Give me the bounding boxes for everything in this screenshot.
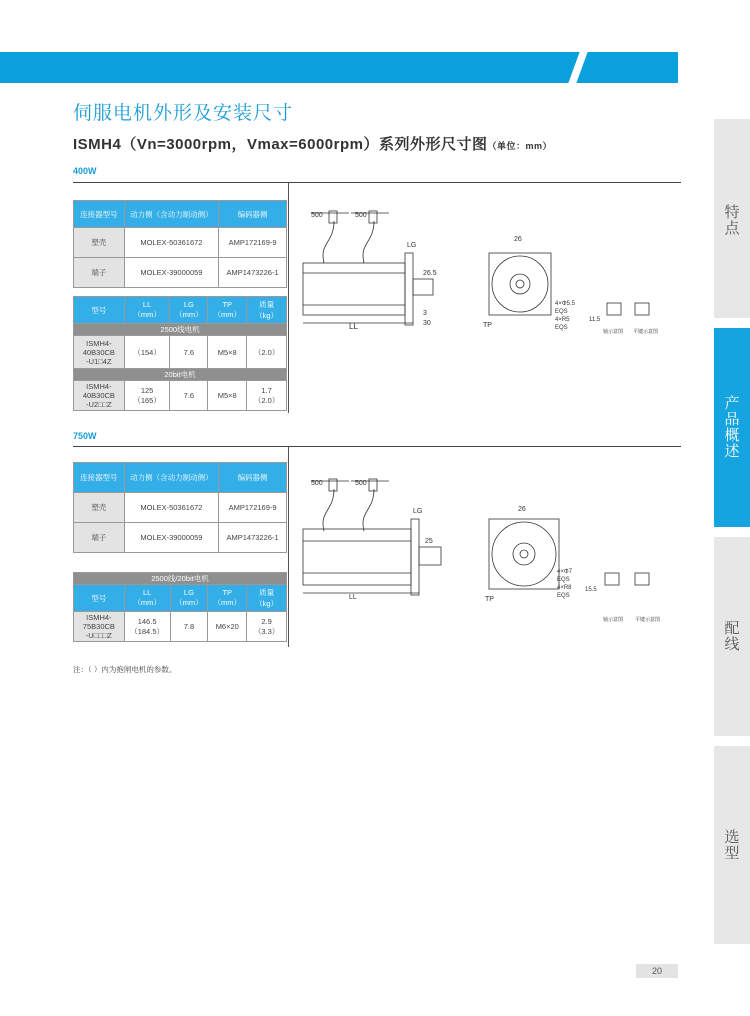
dim-ll: LL <box>349 594 357 601</box>
side-tab-features[interactable] <box>714 119 750 318</box>
page-subtitle <box>73 133 552 154</box>
footnote: 注：（ ）内为抱闸电机的参数。 <box>73 665 177 674</box>
dim-ll: LL <box>349 322 358 331</box>
banner-stripe <box>568 52 587 83</box>
tp-unit: （mm） <box>213 598 242 607</box>
front-pilot <box>492 256 548 312</box>
section-label-400w: 400W <box>73 166 97 176</box>
front-pilot <box>492 522 556 586</box>
model-line: ISMH4- <box>86 613 112 622</box>
ll-label: LL <box>142 588 152 597</box>
spec-header-model: 型号 <box>74 297 125 324</box>
dim-25: 25 <box>425 538 433 545</box>
page-title: 伺服电机外形及安装尺寸 <box>73 103 294 124</box>
key-detail <box>635 573 649 585</box>
model-line: ISMH4- <box>86 338 112 348</box>
page-number: 20 <box>636 964 678 978</box>
view-label-shaft: 轴示意图 <box>603 617 624 623</box>
spec-header-ll <box>124 585 170 612</box>
side-tab-wiring[interactable] <box>714 537 750 736</box>
spec-header-mass <box>247 585 287 612</box>
lg-value: 7.8 <box>170 612 208 642</box>
conn-header-encoder: 编码器侧 <box>219 201 287 228</box>
lg-unit: （mm） <box>175 310 203 319</box>
model-cell <box>74 612 125 642</box>
front-shaft <box>513 543 535 565</box>
side-tab-label: 配线 <box>724 620 740 653</box>
motor-drawing-400w <box>289 183 682 413</box>
mass-value: （2.0） <box>247 336 287 369</box>
tp-label: TP <box>222 300 233 309</box>
spec-table-400w <box>73 296 287 411</box>
tp-value: M6×20 <box>208 612 247 642</box>
ll-unit: （mm） <box>133 310 161 319</box>
encoder-cable <box>363 221 374 263</box>
mass-unit: （kg） <box>255 599 279 608</box>
tp-label-drawing: TP <box>485 596 494 603</box>
conn-row-terminal-label: 端子 <box>74 523 125 553</box>
shaft <box>419 547 441 565</box>
view-label-key: 平键示意图 <box>635 617 661 623</box>
model-line: -U1□4Z <box>86 356 112 366</box>
lg-unit: （mm） <box>175 598 203 607</box>
dim-26: 26 <box>514 236 522 243</box>
conn-row-housing-encoder: AMP172169-9 <box>219 228 287 258</box>
conn-row-housing-label: 塑壳 <box>74 493 125 523</box>
side-tab-label: 选型 <box>724 829 740 862</box>
motor-drawing-750w <box>289 447 682 647</box>
model-cell <box>74 336 125 369</box>
mass-value-line: 2.9 <box>261 616 272 626</box>
front-flange <box>489 253 551 315</box>
section-label-750w: 750W <box>73 431 97 441</box>
holes-note: EQS <box>557 577 570 583</box>
mass-value <box>247 612 287 642</box>
dim-lg: LG <box>413 508 423 515</box>
model-cell <box>74 381 125 411</box>
spec-header-tp <box>208 297 247 324</box>
dim-lg: LG <box>407 242 417 249</box>
model-line: ISMH4- <box>86 382 112 391</box>
motor-body <box>303 263 405 315</box>
power-cable <box>323 221 334 263</box>
mass-value-line: 1.7 <box>261 385 272 395</box>
dim-3: 3 <box>423 310 427 317</box>
holes-note: EQS <box>555 309 568 315</box>
side-tab-overview[interactable] <box>714 328 750 527</box>
conn-row-housing-power: MOLEX-50361672 <box>124 228 219 258</box>
lg-label: LG <box>183 588 194 597</box>
ll-value-line: （184.5） <box>130 626 164 636</box>
conn-row-terminal-power: MOLEX-39000059 <box>124 258 219 288</box>
conn-row-terminal-encoder: AMP1473226-1 <box>219 523 287 553</box>
key-detail <box>635 303 649 315</box>
shaft-detail <box>607 303 621 315</box>
dim-500-a: 500 <box>311 480 323 487</box>
ll-value-line: 125 <box>140 385 154 395</box>
tp-value: M5×8 <box>208 336 247 369</box>
group-bar-2500: 2500线电机 <box>74 324 287 336</box>
spec-header-lg <box>170 297 208 324</box>
dim-500-a: 500 <box>311 212 323 219</box>
ll-value <box>124 612 170 642</box>
dim-15-5: 15.5 <box>585 587 597 593</box>
shaft <box>413 279 433 295</box>
conn-row-housing-encoder: AMP172169-9 <box>219 493 287 523</box>
model-line: 40B30CB <box>82 391 115 400</box>
dim-500-b: 500 <box>355 480 367 487</box>
drawing-panel-750w <box>288 447 682 647</box>
ll-unit: （mm） <box>133 598 161 607</box>
dim-30: 30 <box>423 320 431 327</box>
model-line: 40B30CB <box>82 347 115 357</box>
ll-value-line: （165） <box>133 395 161 405</box>
front-shaft <box>510 274 530 294</box>
holes-note: 4×Φ7 <box>557 569 572 575</box>
view-label-shaft: 轴示意图 <box>603 329 624 335</box>
conn-row-terminal-power: MOLEX-39000059 <box>124 523 219 553</box>
conn-header-model: 连接器型号 <box>74 463 125 493</box>
holes-note: EQS <box>557 593 570 599</box>
group-bar-2500-20bit: 2500线/20bit电机 <box>74 573 287 585</box>
ll-label: LL <box>142 300 152 309</box>
top-banner <box>0 52 678 83</box>
mass-unit: （kg） <box>255 311 279 320</box>
holes-note: 4×R5 <box>555 317 570 323</box>
conn-header-power: 动力侧（含动力制动侧） <box>124 463 219 493</box>
group-bar-20bit: 20bit电机 <box>74 369 287 381</box>
lg-value: 7.6 <box>170 381 208 411</box>
mass-label: 质量 <box>259 300 275 309</box>
tp-label-drawing: TP <box>483 322 492 329</box>
conn-row-terminal-encoder: AMP1473226-1 <box>219 258 287 288</box>
power-cable <box>323 489 334 531</box>
conn-header-power: 动力侧（含动力制动侧） <box>124 201 219 228</box>
connector-table-400w <box>73 200 287 288</box>
view-label-key: 平键示意图 <box>633 329 659 335</box>
spec-header-ll <box>124 297 170 324</box>
dim-26: 26 <box>518 506 526 513</box>
conn-header-encoder: 编码器侧 <box>219 463 287 493</box>
mass-label: 质量 <box>259 588 275 597</box>
dim-11-5: 11.5 <box>589 317 601 323</box>
ll-value <box>124 381 170 411</box>
side-tab-label: 特点 <box>724 204 740 237</box>
lg-label: LG <box>183 300 194 309</box>
conn-row-housing-power: MOLEX-50361672 <box>124 493 219 523</box>
motor-body <box>303 529 411 585</box>
model-line: -U2□□Z <box>86 400 112 409</box>
spec-header-tp <box>208 585 247 612</box>
spec-header-model: 型号 <box>74 585 125 612</box>
holes-note: EQS <box>555 325 568 331</box>
encoder-cable <box>363 489 374 531</box>
dim-500-b: 500 <box>355 212 367 219</box>
subtitle-text: ISMH4（Vn=3000rpm，Vmax=6000rpm）系列外形尺寸图 <box>73 136 488 153</box>
ll-value: （154） <box>124 336 170 369</box>
mass-value-line: （3.3） <box>253 626 280 636</box>
model-line: 75B30CB <box>82 622 115 631</box>
side-tab-selection[interactable] <box>714 746 750 944</box>
side-tab-label: 产品概述 <box>724 395 740 460</box>
unit-note: （单位：mm） <box>487 141 552 151</box>
tp-value: M5×8 <box>208 381 247 411</box>
mass-value-line: （2.0） <box>253 395 280 405</box>
ll-value-line: 146.5 <box>137 616 157 626</box>
mass-value <box>247 381 287 411</box>
shaft-detail <box>605 573 619 585</box>
holes-note: 4×Φ5.5 <box>555 301 575 307</box>
conn-header-model: 连接器型号 <box>74 201 125 228</box>
conn-row-housing-label: 塑壳 <box>74 228 125 258</box>
model-line: -U□□□Z <box>85 631 112 640</box>
conn-row-terminal-label: 端子 <box>74 258 125 288</box>
drawing-panel-400w <box>288 183 682 413</box>
flange <box>411 519 419 595</box>
holes-note: 4×R8 <box>557 585 572 591</box>
spec-header-lg <box>170 585 208 612</box>
connector-table-750w <box>73 462 287 553</box>
front-flange <box>489 519 559 589</box>
spec-header-mass <box>247 297 287 324</box>
spec-table-750w <box>73 572 287 642</box>
tp-label: TP <box>222 588 233 597</box>
dim-26-5: 26.5 <box>423 270 437 277</box>
tp-unit: （mm） <box>213 310 241 319</box>
lg-value: 7.6 <box>170 336 208 369</box>
flange <box>405 253 413 325</box>
